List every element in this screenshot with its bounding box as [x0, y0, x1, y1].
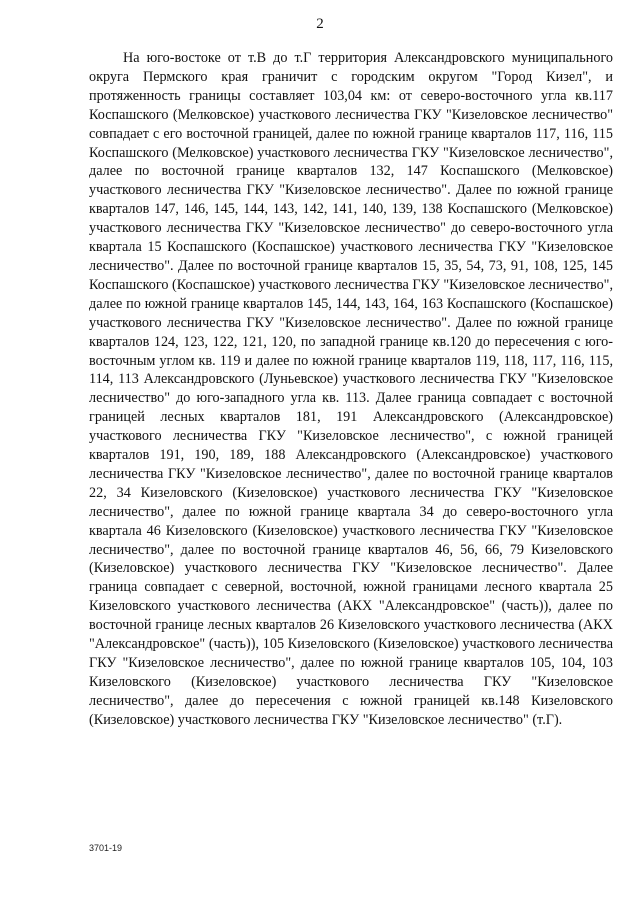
boundary-description-paragraph: На юго-востоке от т.В до т.Г территория Александровского муниципального округа Пермского края граничит с городским округом "Город Кизел", и протяженность границы составляет 103,04 км: от северо-восточного угла кв.117 Коспашского (Мелковское) участкового лесничества ГКУ "Кизеловское лесничество" совпадает с его восточной границей, далее по южной границе кварталов 117, 116, 115 Коспашского (Мелковское) участкового лесничества ГКУ "Кизеловское лесничество", далее по восточной границе кварталов 132, 147 Коспашского (Мелковское) участкового лесничества ГКУ "Кизеловское лесничество". Далее по южной границе кварталов 147, 146, 145, 144, 143, 142, 141, 140, 139, 138 Коспашского (Мелковское) участкового лесничества ГКУ "Кизеловское лесничество" до северо-восточного угла квартала 15 Коспашского (Коспашское) участкового лесничества ГКУ "Кизеловское лесничество". Далее по восточной границе кварталов 15, 35, 54, 73, 91, 108, 125, 145 Коспашского (Коспашское) участкового лесничества ГКУ "Кизеловское лесничество", далее по южной границе кварталов 145, 144, 143, 164, 163 Коспашского (Коспашское) участкового лесничества ГКУ "Кизеловское лесничество". Далее по южной границе кварталов 124, 123, 122, 121, 120, по западной границе кв.120 до пересечения с юго-восточным углом кв. 119 и далее по южной границе кварталов 119, 118, 117, 116, 115, 114, 113 Александровского (Луньевское) участкового лесничества ГКУ "Кизеловское лесничество" до юго-западного угла кв. 113. Далее граница совпадает с восточной границей лесных кварталов 181, 191 Александровского (Александровское) участкового лесничества ГКУ "Кизеловское лесничество", с южной границей кварталов 191, 190, 189, 188 Александровского (Александровское) участкового лесничества ГКУ "Кизеловское лесничество", далее по восточной границе кварталов 22, 34 Кизеловского (Кизеловское) участкового лесничества ГКУ "Кизеловское лесничество", далее по южной границе квартала 34 до северо-восточного угла квартала 46 Кизеловского (Кизеловское) участкового лесничества ГКУ "Кизеловское лесничество", далее по восточной границе кварталов 46, 56, 66, 79 Кизеловского (Кизеловское) участкового лесничества ГКУ "Кизеловское лесничество". Далее граница совпадает с северной, восточной, южной границами лесного квартала 25 Кизеловского участкового лесничества (АКХ "Александровское" (часть)), далее по восточной границе лесных кварталов 26 Кизеловского участкового лесничества (АКХ "Александровское" (часть)), 105 Кизеловского (Кизеловское) участкового лесничества ГКУ "Кизеловское лесничество", далее по южной границе кварталов 105, 104, 103 Кизеловского (Кизеловское) участкового лесничества ГКУ "Кизеловское лесничество", далее до пересечения с южной границей кв.148 Кизеловского (Кизеловское) участкового лесничества ГКУ "Кизеловское лесничество" (т.Г). — [89, 50, 613, 728]
page-number: 2 — [316, 16, 324, 32]
document-code: 3701-19 — [89, 843, 123, 853]
